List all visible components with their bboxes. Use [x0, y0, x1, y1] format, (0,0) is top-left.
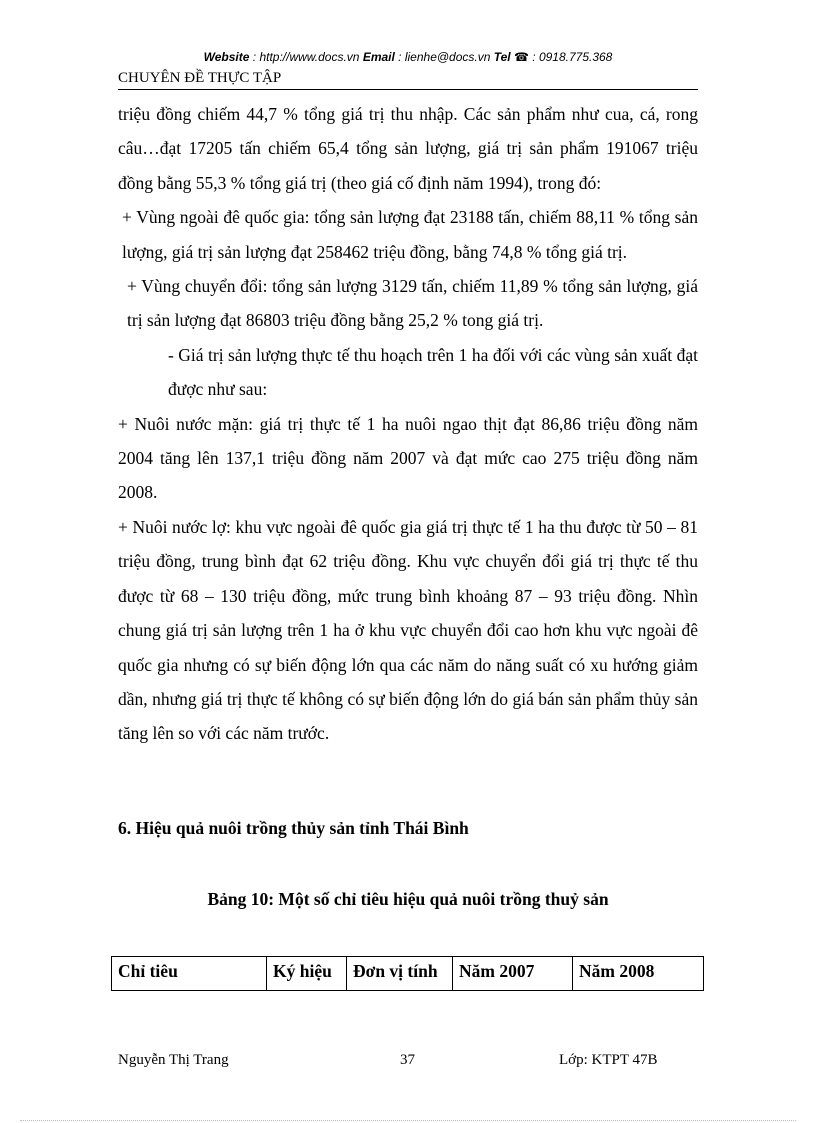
table-title: Bảng 10: Một số chỉ tiêu hiệu quả nuôi trồng thuỷ sản — [207, 889, 609, 909]
paragraph: + Vùng chuyển đổi: tổng sản lượng 3129 tấn, chiếm 11,89 % tổng sản lượng, giá trị sản lượng đạt 86803 triệu đồng bằng 25,2 % tong giá trị. — [127, 276, 698, 331]
email-label: Email — [362, 50, 395, 64]
paragraph: + Nuôi nước lợ: khu vực ngoài đê quốc gia giá trị thực tế 1 ha thu được từ 50 – 81 triệu đồng, trung bình đạt 62 triệu đồng. Khu vực chuyển đổi giá trị thực tế thu được từ 68 – 130 triệu đồng, mức trung bình khoảng 87 – 93 triệu đồng. Nhìn chung giá trị sản lượng trên 1 ha ở khu vực chuyển đổi cao hơn khu vực ngoài đê quốc gia nhưng có sự biến động lớn qua các năm do năng suất có xu hướng giảm dần, nhưng giá trị thực tế không có sự biến động lớn do giá bán sản phẩm thủy sản tăng lên so với các năm trước. — [118, 516, 698, 744]
page-bottom-border — [20, 1120, 796, 1121]
paragraph: - Giá trị sản lượng thực tế thu hoạch trên 1 ha đối với các vùng sản xuất đạt được như sau: — [168, 344, 698, 400]
table-header-cell: Ký hiệu — [267, 957, 347, 991]
header-divider — [118, 89, 698, 90]
tel-label: Tel — [493, 50, 511, 64]
website-value: : http://www.docs.vn — [249, 50, 363, 64]
page-number: 37 — [400, 1052, 415, 1068]
table-header-cell: Năm 2007 — [453, 957, 573, 991]
document-body — [118, 97, 698, 751]
footer-class: Lớp: KTPT 47B — [559, 1052, 658, 1068]
paragraph: triệu đồng chiếm 44,7 % tổng giá trị thu nhập. Các sản phẩm như cua, cá, rong câu…đạt 17205 tấn chiếm 65,4 tổng sản lượng, giá trị sản phẩm 191067 triệu đồng bằng 55,3 % tổng giá trị (theo giá cố định năm 1994), trong đó: — [118, 104, 698, 193]
website-header — [0, 50, 816, 64]
website-label: Website — [203, 50, 250, 64]
table-header-cell: Đơn vị tính — [347, 957, 453, 991]
indicators-table — [111, 956, 704, 991]
section-heading: 6. Hiệu quả nuôi trồng thủy sản tỉnh Thái Bình — [118, 818, 469, 838]
footer-author: Nguyễn Thị Trang — [118, 1052, 229, 1068]
table-header-cell: Năm 2008 — [573, 957, 704, 991]
document-title: CHUYÊN ĐỀ THỰC TẬP — [118, 70, 282, 86]
tel-value: ☎ : 0918.775.368 — [510, 50, 613, 64]
table-header-row — [112, 957, 704, 991]
table-header-cell: Chỉ tiêu — [112, 957, 267, 991]
paragraph: + Vùng ngoài đê quốc gia: tổng sản lượng đạt 23188 tấn, chiếm 88,11 % tổng sản lượng, giá trị sản lượng đạt 258462 triệu đồng, bằng 74,8 % tổng giá trị. — [122, 207, 698, 262]
email-value: : lienhe@docs.vn — [394, 50, 494, 64]
paragraph: + Nuôi nước mặn: giá trị thực tế 1 ha nuôi ngao thịt đạt 86,86 triệu đồng năm 2004 tăng lên 137,1 triệu đồng năm 2007 và đạt mức cao 275 triệu đồng năm 2008. — [118, 413, 698, 503]
